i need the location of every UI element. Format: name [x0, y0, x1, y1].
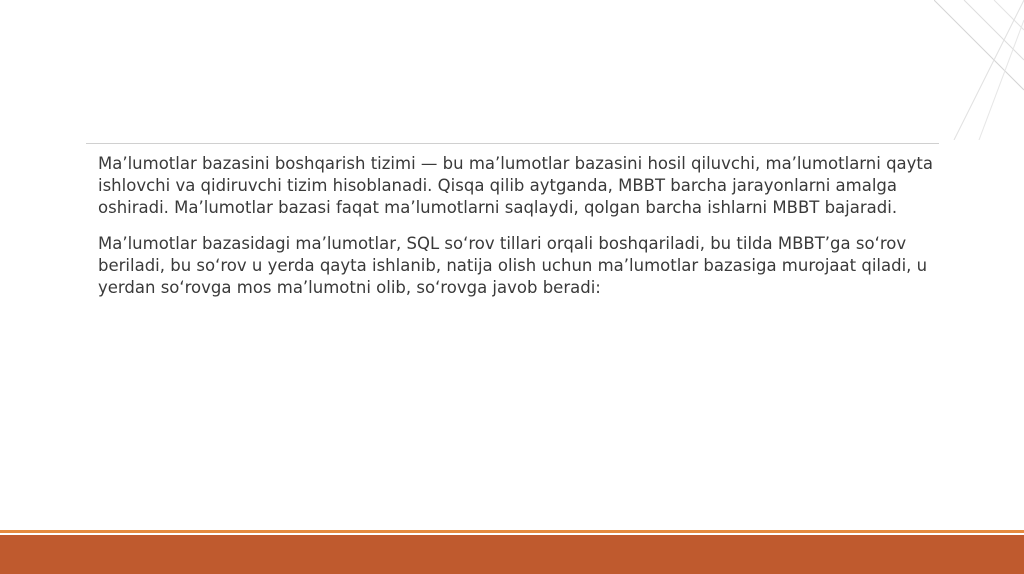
body-text: [98, 153, 938, 313]
footer-band: [0, 535, 1024, 574]
paragraph-2: Ma’lumotlar bazasidagi ma’lumotlar, SQL so‘rov tillari orqali boshqariladi, bu tilda MBBT’ga so‘rov beriladi, bu so‘rov u yerda qayta ishlanib, natija olish uchun ma’lumotlar bazasiga murojaat qiladi, u yerdan so‘rovga mos ma’lumotni olib, so‘rovga javob beradi:: [98, 234, 928, 297]
footer-accent-line: [0, 530, 1024, 533]
corner-ornament: [934, 0, 1024, 140]
title-divider: [86, 143, 939, 144]
paragraph-1: Ma’lumotlar bazasini boshqarish tizimi — bu ma’lumotlar bazasini hosil qiluvchi, ma’lumotlarni qayta ishlovchi va qidiruvchi tizim hisoblanadi. Qisqa qilib aytganda, MBBT barcha jarayonlarni amalga oshiradi. Ma’lumotlar bazasi faqat ma’lumotlarni saqlaydi, qolgan barcha ishlarni MBBT bajaradi.: [98, 154, 934, 217]
